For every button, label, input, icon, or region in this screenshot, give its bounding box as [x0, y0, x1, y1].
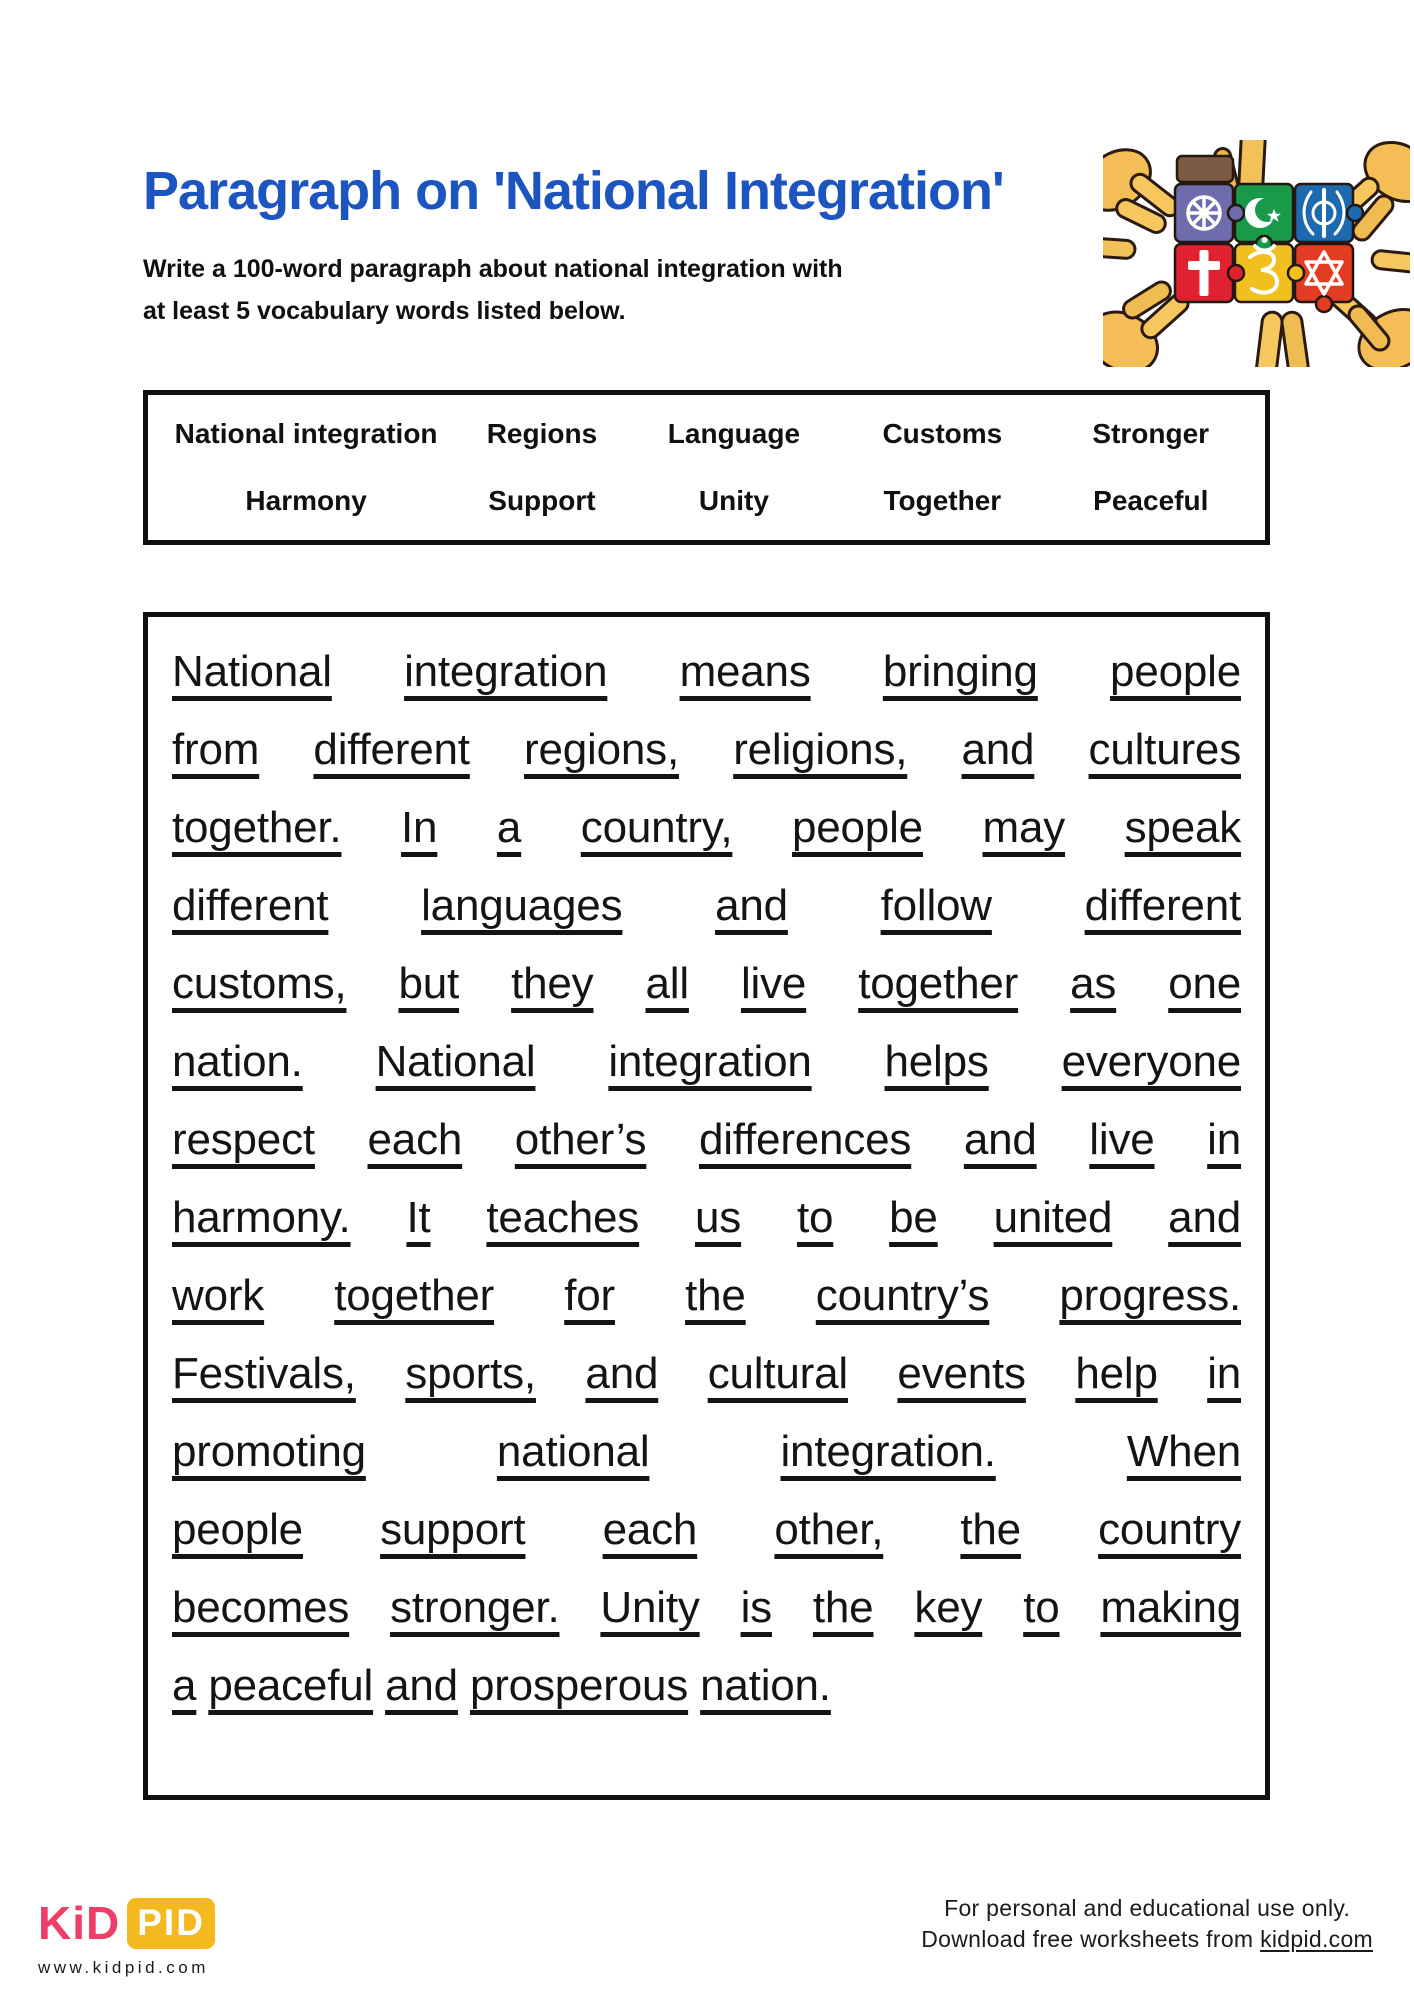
- notice-line-2-text: Download free worksheets from: [921, 1926, 1261, 1952]
- notice-line-2: [921, 1924, 1373, 1955]
- paragraph-line: National integration means bringing people: [172, 647, 1241, 696]
- paragraph-line: customs, but they all live together as one: [172, 959, 1242, 1008]
- subtitle-line-2: at least 5 vocabulary words listed below.: [143, 297, 626, 325]
- dharma-wheel-icon: [1188, 197, 1220, 229]
- vocab-word: Support: [488, 484, 596, 516]
- vocab-word: Language: [667, 418, 801, 450]
- paragraph-line: respect each other’s differences and live in: [172, 1115, 1242, 1164]
- vocabulary-box: [143, 390, 1270, 545]
- vocab-word: Together: [883, 484, 1002, 516]
- notice-line-1: For personal and educational use only.: [944, 1895, 1351, 1921]
- paragraph-line: different languages and follow different: [172, 881, 1241, 930]
- vocab-word: Regions: [486, 418, 598, 450]
- paragraph-line: nation. National integration helps everyone: [172, 1037, 1242, 1086]
- subtitle-line-1: Write a 100-word paragraph about national integration with: [143, 255, 843, 283]
- vocab-word: Customs: [882, 418, 1003, 450]
- paragraph-line: work together for the country’s progress.: [172, 1271, 1242, 1320]
- national-integration-illustration: [1103, 140, 1410, 367]
- vocab-word: Unity: [698, 484, 769, 516]
- vocab-word: Peaceful: [1093, 484, 1209, 516]
- logo-kid-text: KiD: [38, 1897, 121, 1949]
- paragraph-line: from different regions, religions, and cultures: [172, 725, 1241, 774]
- page-title: Paragraph on 'National Integration': [143, 161, 1004, 221]
- website-url: www.kidpid.com: [38, 1958, 209, 1977]
- paragraph-line: harmony. It teaches us to be united and: [172, 1193, 1241, 1242]
- kidpid-logo: [38, 1896, 215, 1978]
- vocab-word: National integration: [174, 418, 438, 450]
- paragraph-line: becomes stronger. Unity is the key to making: [172, 1583, 1242, 1632]
- paragraph-line: promoting national integration. When: [172, 1427, 1241, 1476]
- vocab-word: Stronger: [1092, 418, 1210, 450]
- paragraph-answer-box: [143, 612, 1270, 1800]
- paragraph-line: a peaceful and prosperous nation.: [172, 1661, 831, 1710]
- usage-notice: [921, 1893, 1373, 1955]
- page-subtitle: [143, 248, 843, 332]
- hands-front: [1255, 311, 1310, 367]
- paragraph-line: people support each other, the country: [172, 1505, 1241, 1554]
- vocab-word: Harmony: [245, 484, 367, 516]
- kidpid-link[interactable]: kidpid.com: [1260, 1926, 1373, 1952]
- paragraph-line: Festivals, sports, and cultural events help in: [172, 1349, 1242, 1398]
- paragraph-line: together. In a country, people may speak: [172, 803, 1242, 852]
- logo-pid-badge: PID: [127, 1898, 215, 1949]
